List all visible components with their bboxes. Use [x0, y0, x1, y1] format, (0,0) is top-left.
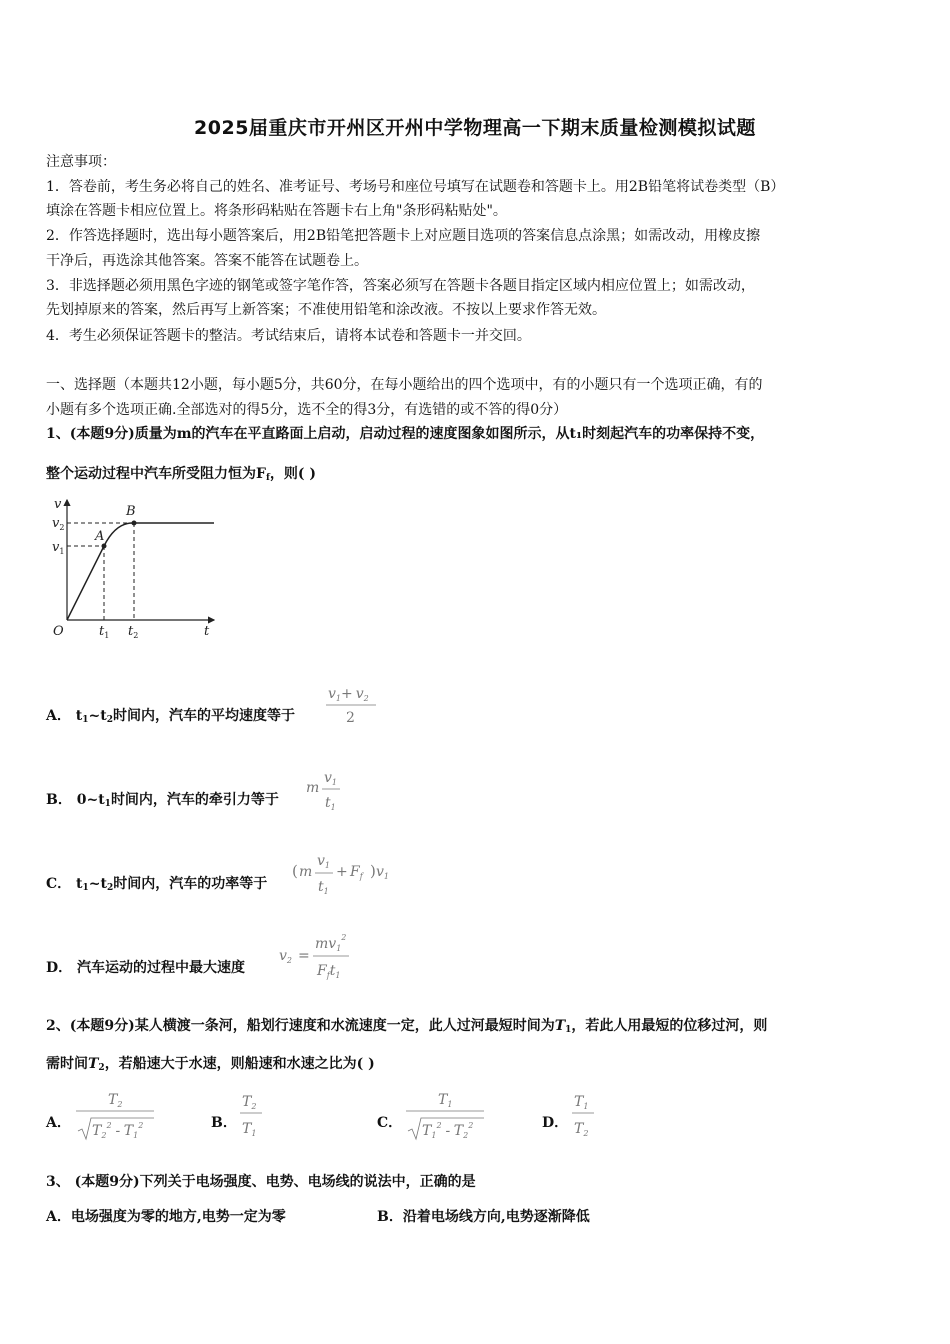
svg-text:=: = — [298, 948, 310, 964]
linear-segment — [67, 546, 104, 620]
svg-text:mv12: $mv_1^2$ — [315, 933, 347, 953]
q2-option-d-label: D． — [542, 1115, 569, 1131]
svg-text:t1: $t_1$ — [325, 795, 336, 812]
q3-option-b: B．沿着电场线方向,电势逐渐降低 — [377, 1209, 590, 1225]
svg-text:(: ( — [292, 862, 298, 880]
v-axis-label: v — [54, 497, 62, 512]
notice-line: 先划掉原来的答案，然后再写上新答案；不准使用铅笔和涂改液。不按以上要求作答无效。 — [46, 302, 606, 318]
svg-text:T22-T12: $T_2^2 - T_1^2$ — [92, 1121, 144, 1140]
q2-formula-c — [404, 1087, 488, 1145]
section-heading-line2: 小题有多个选项正确.全部选对的得5分，选不全的得3分，有选错的或不答的得0分） — [46, 402, 568, 418]
q1-option-d: D． 汽车运动的过程中最大速度 — [46, 960, 246, 976]
svg-text:T2: $T_2$ — [108, 1092, 123, 1109]
notice-line: 4．考生必须保证答题卡的整洁。考试结束后，请将本试卷和答题卡一并交回。 — [46, 328, 531, 344]
v2-label: $v_2$ — [52, 516, 65, 532]
svg-text:v1: $v_1$ — [376, 864, 390, 881]
svg-text:T2: $T_2$ — [574, 1121, 589, 1138]
formula-average-velocity — [322, 682, 382, 728]
svg-text:2: 2 — [346, 710, 355, 726]
svg-text:T1: $T_1$ — [574, 1094, 589, 1111]
point-a — [102, 544, 107, 549]
notice-line: 2．作答选择题时，选出每小题答案后，用2B铅笔把答题卡上对应题目选项的答案信息点涂黑；如需改动，用橡皮擦 — [46, 228, 761, 244]
section-heading-line1: 一、选择题（本题共12小题，每小题5分，共60分，在每小题给出的四个选项中，有的小题只有一个选项正确，有的 — [46, 377, 763, 393]
origin-label: O — [53, 624, 64, 639]
point-b — [132, 521, 137, 526]
formula-max-velocity — [277, 930, 357, 986]
q2-option-c-label: C． — [377, 1115, 403, 1131]
q2-stem-line2: 需时间$T_2$，若船速大于水速，则船速和水速之比为( ) — [46, 1056, 375, 1073]
svg-text:v1: $v_1$ — [317, 853, 331, 870]
notice-heading: 注意事项： — [46, 154, 116, 170]
q2-option-a-label: A． — [46, 1115, 71, 1131]
q1-option-b: B． $0\sim t_1$时间内，汽车的牵引力等于 — [46, 792, 279, 809]
svg-text:m: m — [299, 864, 313, 880]
point-a-label: A — [95, 529, 105, 544]
q3-option-a: A．电场强度为零的地方,电势一定为零 — [46, 1209, 286, 1225]
svg-text:T2: $T_2$ — [242, 1094, 257, 1111]
svg-text:T12-T22: $T_1^2 - T_2^2$ — [422, 1121, 474, 1140]
q2-formula-b — [238, 1089, 268, 1143]
q2-stem-line1: 2、(本题9分)某人横渡一条河，船划行速度和水流速度一定，此人过河最短时间为$T_1$，若此人用最短的位移过河，则 — [46, 1018, 768, 1035]
notice-line: 干净后，再选涂其他答案。答案不能答在试题卷上。 — [46, 253, 368, 269]
point-b-label: B — [126, 504, 136, 519]
q1-option-c: C． $t_1\sim t_2$时间内，汽车的功率等于 — [46, 876, 268, 893]
q1-stem-line1: 1、(本题9分)质量为m的汽车在平直路面上启动，启动过程的速度图象如图所示，从t₁时刻起汽车的功率保持不变， — [46, 426, 765, 442]
page-title: 2025届重庆市开州区开州中学物理高一下期末质量检测模拟试题 — [194, 117, 756, 139]
svg-text:m: m — [306, 780, 320, 796]
q2-option-b-label: B． — [211, 1115, 237, 1131]
q1-option-a: A． $t_1\sim t_2$时间内，汽车的平均速度等于 — [46, 708, 295, 725]
q3-stem: 3、 (本题9分)下列关于电场强度、电势、电场线的说法中，正确的是 — [46, 1174, 476, 1190]
svg-text:T1: $T_1$ — [438, 1092, 453, 1109]
svg-text:Fft1: $F_ft_1$ — [317, 963, 341, 980]
svg-text:T1: $T_1$ — [242, 1121, 257, 1138]
svg-text:): ) — [370, 862, 376, 880]
svg-text:+: + — [336, 864, 348, 880]
q2-formula-d — [570, 1089, 600, 1143]
svg-text:v2: $v_2$ — [279, 948, 293, 965]
svg-text:v1+v2: $v_1+ v_2$ — [328, 686, 369, 703]
notice-line: 填涂在答题卡相应位置上。将条形码粘贴在答题卡右上角"条形码粘贴处"。 — [46, 203, 507, 219]
curve-segment — [104, 523, 214, 546]
svg-text:Ff: $F_f$ — [350, 864, 363, 881]
velocity-time-graph — [46, 492, 221, 642]
svg-text:t1: $t_1$ — [318, 879, 329, 896]
formula-traction-force — [304, 765, 348, 815]
t-axis-label: t — [204, 624, 210, 639]
svg-text:v1: $v_1$ — [324, 770, 338, 787]
q2-formula-a — [74, 1087, 158, 1145]
t1-label: $t_1$ — [99, 624, 110, 640]
t2-label: $t_2$ — [128, 624, 139, 640]
formula-power — [290, 848, 395, 898]
notice-line: 3．非选择题必须用黑色字迹的钢笔或签字笔作答，答案必须写在答题卡各题目指定区域内相应位置上；如需改动， — [46, 278, 755, 294]
notice-line: 1．答卷前，考生务必将自己的姓名、准考证号、考场号和座位号填写在试题卷和答题卡上。用2B铅笔将试卷类型（B） — [46, 179, 785, 195]
q1-stem-line2: 整个运动过程中汽车所受阻力恒为$F_f$，则( ) — [46, 466, 316, 483]
v1-label: $v_1$ — [52, 540, 65, 556]
